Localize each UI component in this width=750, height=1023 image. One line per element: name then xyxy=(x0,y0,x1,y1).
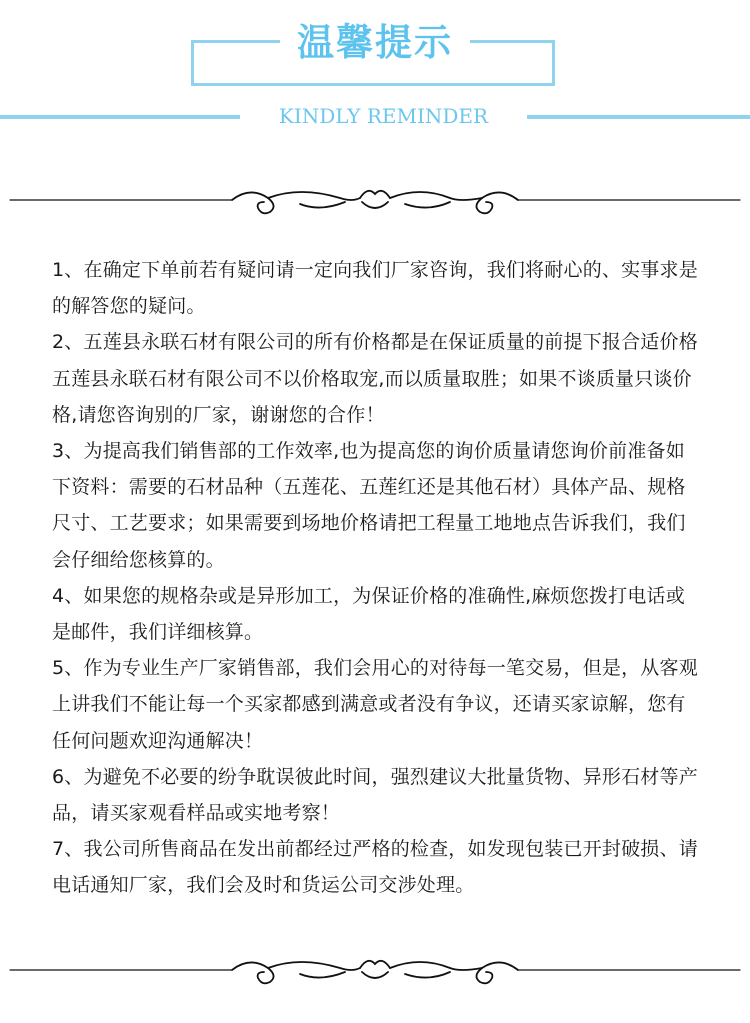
notice-item: 2、五莲县永联石材有限公司的所有价格都是在保证质量的前提下报合适价格五莲县永联石材有限公司不以价格取宠,而以质量取胜；如果不谈质量只谈价格,请您咨询别的厂家，谢谢您的合作！ xyxy=(52,331,698,426)
page-subtitle: KINDLY REMINDER xyxy=(278,104,489,128)
subtitle-rule-right xyxy=(527,115,750,119)
notice-item: 3、为提高我们销售部的工作效率,也为提高您的询价质量请您询价前准备如下资料：需要的石材品种（五莲花、五莲红还是其他石材）具体产品、规格尺寸、工艺要求；如果需要到场地价格请把工程量工地地点告诉我们，我们会仔细给您核算的。 xyxy=(52,440,686,571)
notice-item: 7、我公司所售商品在发出前都经过严格的检查，如发现包装已开封破损、请电话通知厂家，我们会及时和货运公司交涉处理。 xyxy=(52,838,698,897)
notice-item: 5、作为专业生产厂家销售部，我们会用心的对待每一笔交易，但是，从客观上讲我们不能让每一个买家都感到满意或者没有争议，还请买家谅解，您有任何问题欢迎沟通解决！ xyxy=(52,657,698,752)
page-title: 温馨提示 xyxy=(280,14,470,72)
notice-item: 1、在确定下单前若有疑问请一定向我们厂家咨询，我们将耐心的、实事求是的解答您的疑问。 xyxy=(52,259,698,318)
notice-list xyxy=(52,252,702,904)
notice-item: 6、为避免不必要的纷争耽误彼此时间，强烈建议大批量货物、异形石材等产品，请买家观看样品或实地考察！ xyxy=(52,765,698,825)
subtitle-rule-left xyxy=(0,115,240,119)
ornament-flourish-icon xyxy=(0,952,750,992)
notice-item: 4、如果您的规格杂或是异形加工，为保证价格的准确性,麻烦您拨打电话或是邮件，我们详细核算。 xyxy=(52,584,685,644)
ornament-flourish-icon xyxy=(0,182,750,222)
